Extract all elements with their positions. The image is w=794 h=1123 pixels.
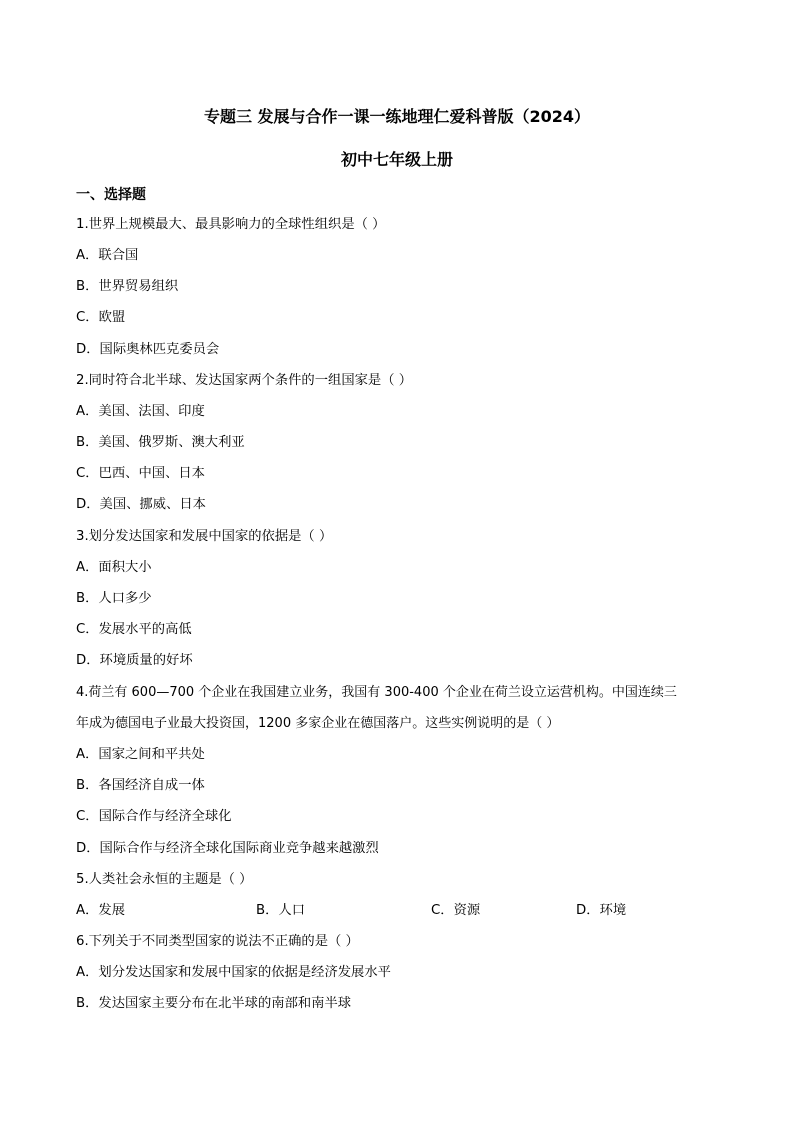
- question-6-option-b: B．发达国家主要分布在北半球的南部和南半球: [76, 996, 352, 1011]
- question-2-option-a: A．美国、法国、印度: [76, 404, 205, 419]
- section-heading: 一、选择题: [76, 187, 146, 203]
- question-1-option-c: C．欧盟: [76, 310, 126, 325]
- question-2-option-b: B．美国、俄罗斯、澳大利亚: [76, 435, 245, 450]
- question-3-option-a: A．面积大小: [76, 560, 152, 575]
- question-1-option-b: B．世界贸易组织: [76, 279, 179, 294]
- question-5-option-c: C．资源: [431, 903, 481, 918]
- question-1-stem: 1.世界上规模最大、最具影响力的全球性组织是（ ）: [76, 217, 386, 232]
- document-subtitle: 初中七年级上册: [340, 150, 453, 169]
- question-4-option-d: D．国际合作与经济全球化国际商业竞争越来越激烈: [76, 841, 379, 856]
- question-1-option-d: D．国际奥林匹克委员会: [76, 342, 220, 357]
- question-4-option-c: C．国际合作与经济全球化: [76, 809, 232, 824]
- question-5-option-a: A．发展: [76, 903, 125, 918]
- question-4-stem-line-1: 4.荷兰有 600—700 个企业在我国建立业务，我国有 300-400 个企业在荷兰设立运营机构。中国连续三: [76, 685, 677, 700]
- question-2-option-c: C．巴西、中国、日本: [76, 466, 205, 481]
- question-6-stem: 6.下列关于不同类型国家的说法不正确的是（ ）: [76, 934, 359, 949]
- question-5-option-b: B．人口: [256, 903, 306, 918]
- document-title: 专题三 发展与合作一课一练地理仁爱科普版（2024）: [203, 107, 591, 126]
- question-4-option-a: A．国家之间和平共处: [76, 747, 205, 762]
- question-5-stem: 5.人类社会永恒的主题是（ ）: [76, 872, 253, 887]
- question-3-option-b: B．人口多少: [76, 591, 152, 606]
- question-1-option-a: A．联合国: [76, 248, 139, 263]
- question-6-option-a: A．划分发达国家和发展中国家的依据是经济发展水平: [76, 965, 391, 980]
- question-2-stem: 2.同时符合北半球、发达国家两个条件的一组国家是（ ）: [76, 373, 413, 388]
- question-5-option-d: D．环境: [576, 903, 627, 918]
- question-3-stem: 3.划分发达国家和发展中国家的依据是（ ）: [76, 529, 333, 544]
- question-2-option-d: D．美国、挪威、日本: [76, 497, 206, 512]
- question-4-stem-line-2: 年成为德国电子业最大投资国，1200 多家企业在德国落户。这些实例说明的是（ ）: [76, 716, 560, 731]
- question-3-option-d: D．环境质量的好坏: [76, 653, 193, 668]
- question-3-option-c: C．发展水平的高低: [76, 622, 192, 637]
- question-4-option-b: B．各国经济自成一体: [76, 778, 205, 793]
